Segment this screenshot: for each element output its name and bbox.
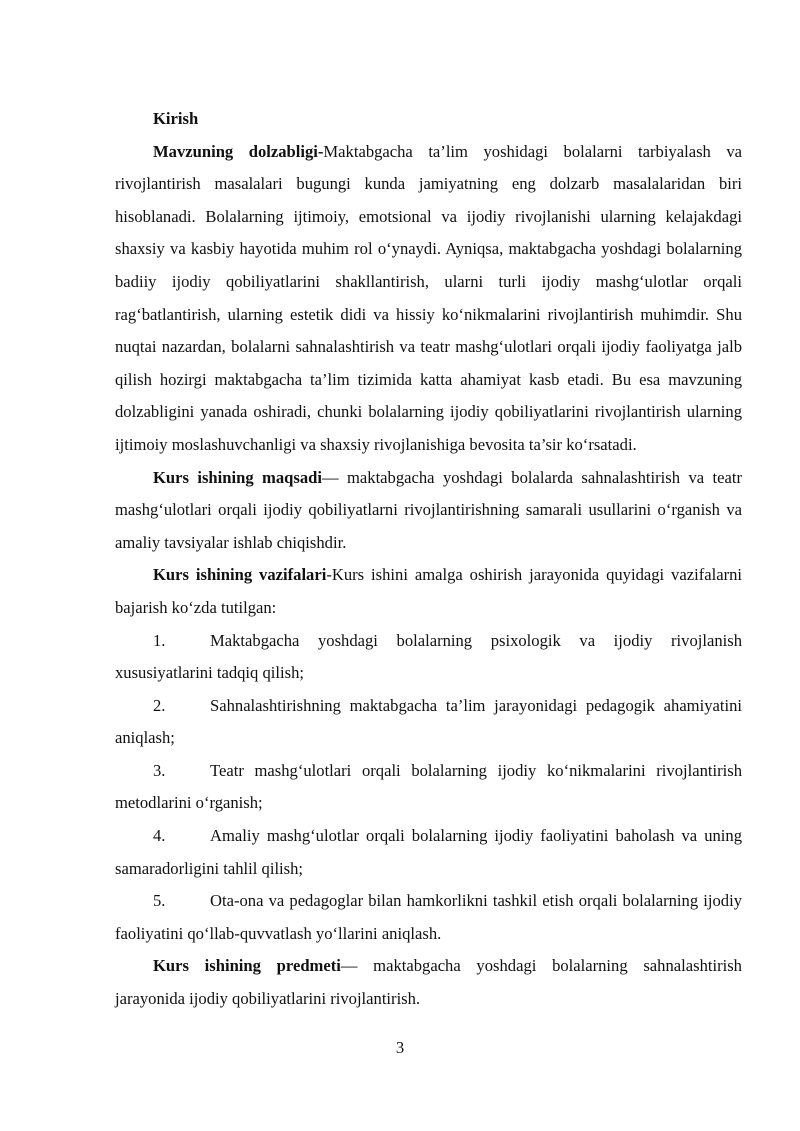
tasks-paragraph [115,559,742,624]
list-item [115,820,742,885]
page-content [115,103,742,1016]
relevance-label: Mavzuning dolzabligi- [153,141,324,161]
list-item-text: Teatr mashg‘ulotlari orqali bolalarning ijodiy ko‘nikmalarini rivojlantirish metodlarini o‘rganish; [115,760,742,813]
goal-text: — maktabgacha yoshdagi bolalarda sahnalashtirish va teatr mashg‘ulotlari orqali ijodiy qobiliyatlarni rivojlantirishning samarali usullarini o‘rganish va amaliy tavsiyalar ishlab chiqishdir. [115,467,742,552]
list-item [115,690,742,755]
subject-text: — maktabgacha yoshdagi bolalarning sahnalashtirish jarayonida ijodiy qobiliyatlarini rivojlantirish. [115,956,742,1009]
relevance-text: Maktabgacha ta’lim yoshidagi bolalarni tarbiyalash va rivojlantirish masalalari bugungi kunda jamiyatning eng dolzarb masalalaridan biri hisoblanadi. Bolalarning ijtimoiy, emotsional va ijodiy rivojlanishi ularning kelajakdagi shaxsiy va kasbiy hayotida muhim rol o‘ynaydi. Ayniqsa, maktabgacha yoshdagi bolalarning badiiy ijodiy qobiliyatlarini shakllantirish, ularni turli ijodiy mashg‘ulotlar orqali rag‘batlantirish, ularning estetik didi va hissiy ko‘nikmalarini rivojlantirish muhimdir. Shu nuqtai nazardan, bolalarni sahnalashtirish va teatr mashg‘ulotlari orqali ijodiy faoliyatga jalb qilish hozirgi maktabgacha ta’lim tizimida katta ahamiyat kasb etadi. Bu esa mavzuning dolzabligini yanada oshiradi, chunki bolalarning ijodiy qobiliyatlarini rivojlantirish ularning ijtimoiy moslashuvchanligi va shaxsiy rivojlanishiga bevosita ta’sir ko‘rsatadi. [115,141,743,454]
list-item-number: 4. [153,826,166,846]
subject-paragraph [115,950,742,1015]
list-item-number: 2. [153,695,166,715]
list-item-number: 1. [153,630,166,650]
list-item [115,755,742,820]
list-item-text: Ota-ona va pedagoglar bilan hamkorlikni tashkil etish orqali bolalarning ijodiy faoliyatini qo‘llab-quvvatlash yo‘llarini aniqlash. [115,891,742,943]
tasks-text: -Kurs ishini amalga oshirish jarayonida quyidagi vazifalarni bajarish ko‘zda tutilgan: [115,565,742,617]
tasks-label: Kurs ishining vazifalari [153,565,327,585]
list-item-text: Amaliy mashg‘ulotlar orqali bolalarning ijodiy faoliyatini baholash va uning samaradorligini tahlil qilish; [115,826,742,878]
list-item-text: Maktabgacha yoshdagi bolalarning psixologik va ijodiy rivojlanish xususiyatlarini tadqiq qilish; [115,630,742,683]
section-heading: Kirish [153,109,199,128]
list-item-number: 5. [153,891,166,911]
list-item-number: 3. [153,760,166,780]
list-item [115,885,742,950]
page-number: 3 [395,1038,405,1057]
goal-label: Kurs ishining maqsadi [153,467,322,487]
list-item-text: Sahnalashtirishning maktabgacha ta’lim jarayonidagi pedagogik ahamiyatini aniqlash; [115,695,742,748]
list-item [115,625,742,690]
goal-paragraph [115,462,742,560]
subject-label: Kurs ishining predmeti [153,956,341,976]
relevance-paragraph [115,136,742,462]
